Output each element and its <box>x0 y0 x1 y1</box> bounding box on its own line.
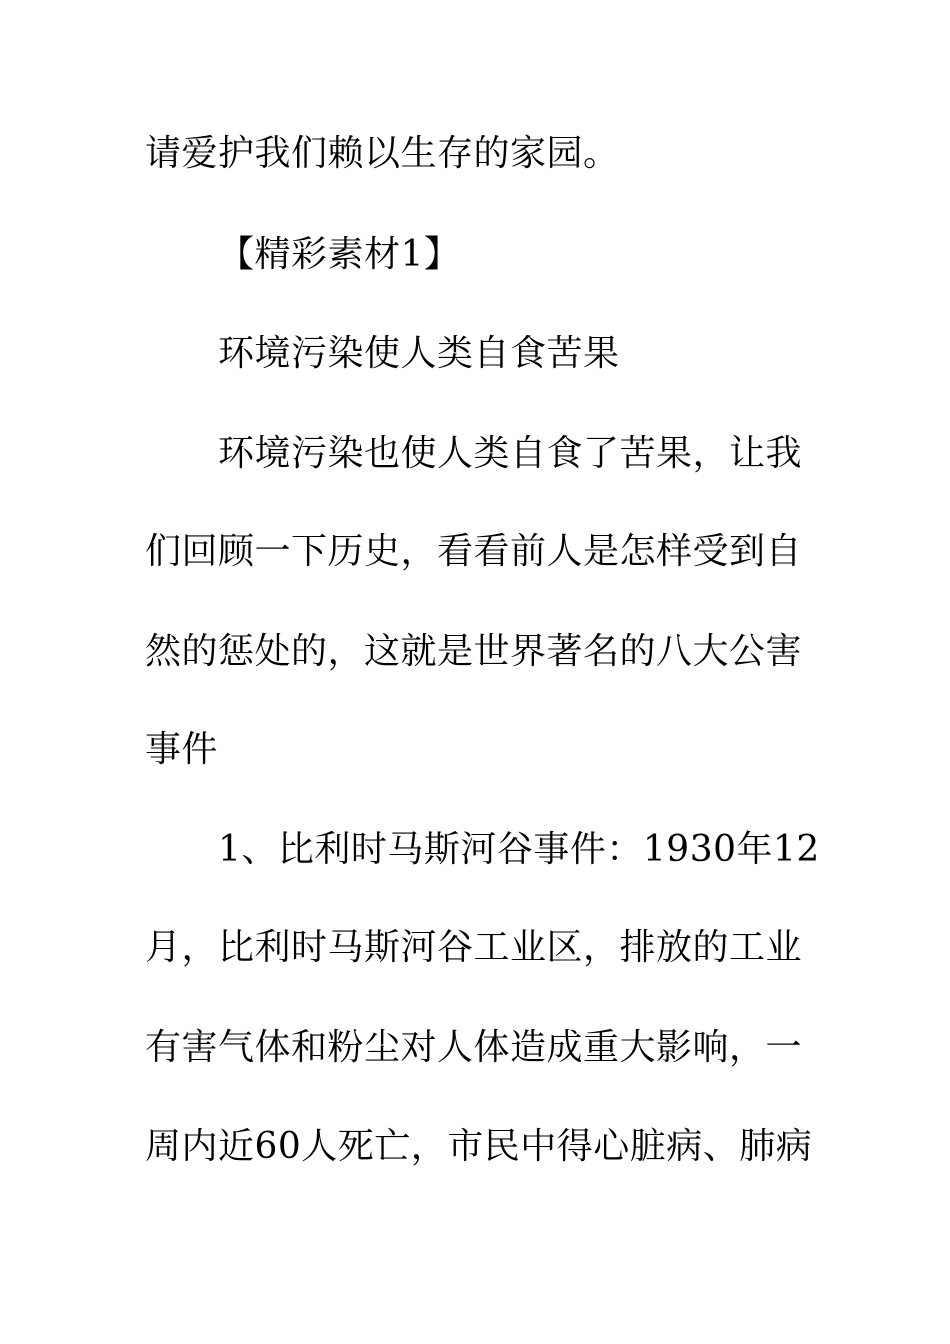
paragraph-line: 事件 <box>145 729 219 770</box>
paragraph-line: 环境污染也使人类自食了苦果，让我 <box>218 433 803 474</box>
paragraph-line: 有害气体和粉尘对人体造成重大影响，一 <box>145 1027 803 1068</box>
paragraph-line: 然的惩处的，这就是世界著名的八大公害 <box>145 631 803 672</box>
section-label: 【精彩素材1】 <box>218 234 461 275</box>
paragraph-line: 1、比利时马斯河谷事件：1930年12 <box>218 829 820 870</box>
text-line-closing-sentence: 请爱护我们赖以生存的家园。 <box>145 133 620 174</box>
paragraph-line: 周内近60人死亡，市民中得心脏病、肺病 <box>145 1126 813 1167</box>
section-title: 环境污染使人类自食苦果 <box>218 333 620 374</box>
paragraph-line: 月，比利时马斯河谷工业区，排放的工业 <box>145 927 803 968</box>
paragraph-line: 们回顾一下历史，看看前人是怎样受到自 <box>145 531 803 572</box>
